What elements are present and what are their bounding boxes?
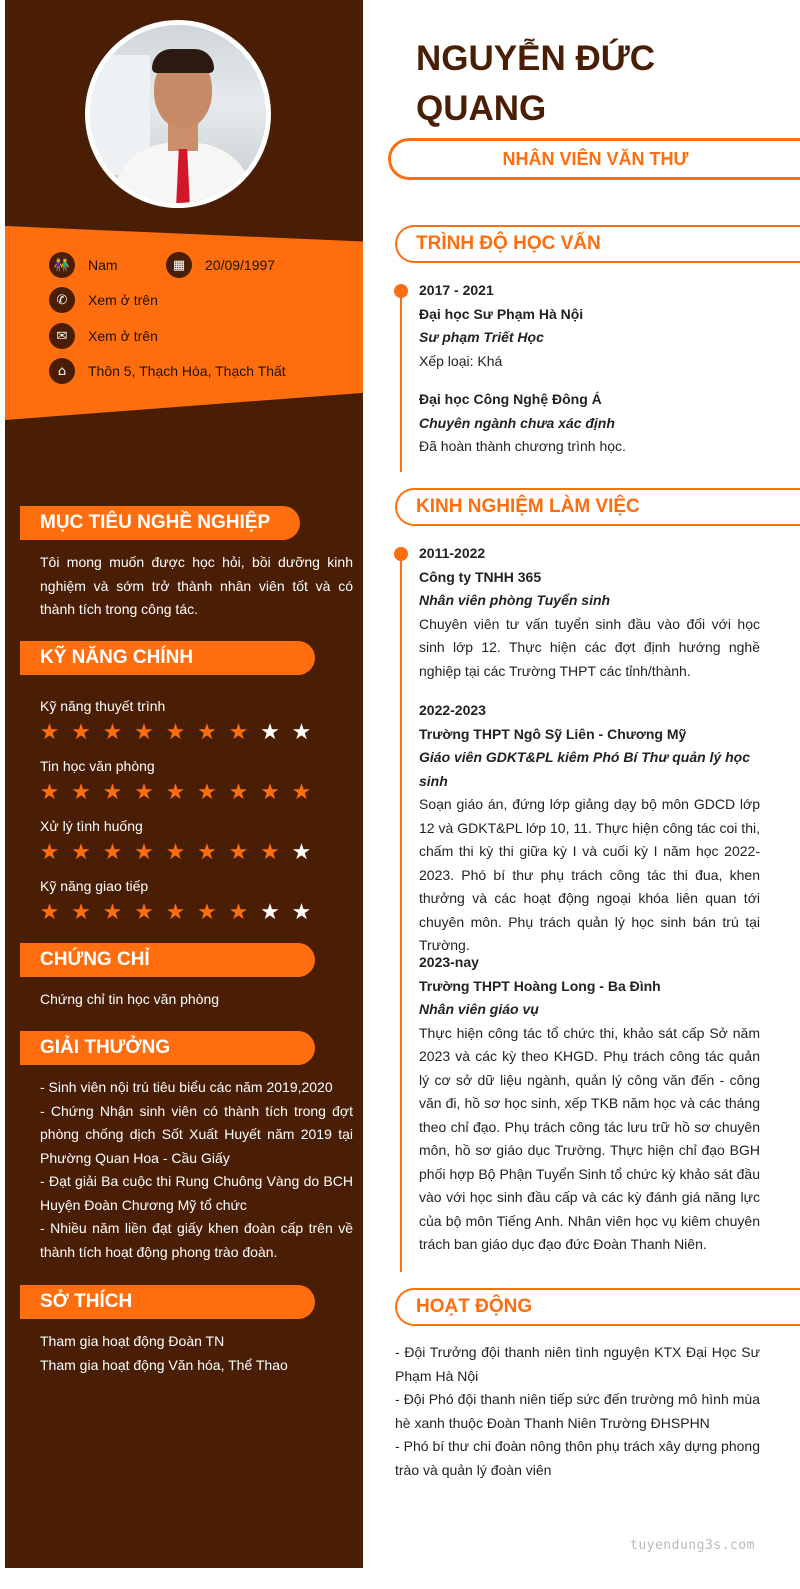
email-text: Xem ở trên bbox=[88, 328, 158, 344]
experience-entry bbox=[419, 699, 760, 958]
watermark: tuyendung3s.com bbox=[630, 1538, 755, 1553]
award-item: - Nhiều năm liền đạt giấy khen đoàn cấp trên về thành tích hoạt động phong trào đoàn. bbox=[40, 1220, 353, 1260]
awards-title: GIẢI THƯỞNG bbox=[20, 1031, 315, 1065]
objective-title: MỤC TIÊU NGHỀ NGHIỆP bbox=[20, 506, 300, 540]
star-icon: ★ bbox=[165, 720, 186, 745]
star-icon: ★ bbox=[102, 780, 123, 805]
star-icon: ★ bbox=[291, 780, 312, 805]
star-icon: ★ bbox=[134, 780, 154, 805]
star-icon: ★ bbox=[197, 900, 217, 925]
education-entry bbox=[419, 279, 760, 373]
star-icon: ★ bbox=[39, 900, 60, 925]
experience-period: 2011-2022 bbox=[419, 545, 486, 561]
star-icon: ★ bbox=[71, 900, 91, 925]
star-icon: ★ bbox=[260, 840, 280, 865]
star-icon: ★ bbox=[197, 780, 217, 805]
skill-label: Kỹ năng thuyết trình bbox=[40, 698, 166, 714]
calendar-icon: ▦ bbox=[166, 252, 192, 278]
star-icon: ★ bbox=[71, 840, 91, 865]
experience-company: Trường THPT Ngô Sỹ Liên - Chương Mỹ bbox=[419, 725, 687, 742]
star-icon: ★ bbox=[39, 780, 60, 805]
hobby-item: Tham gia hoạt động Văn hóa, Thể Thao bbox=[40, 1356, 288, 1373]
skill-rating bbox=[38, 722, 313, 744]
education-timeline bbox=[400, 290, 402, 472]
star-icon: ★ bbox=[260, 780, 280, 805]
skill-label: Xử lý tình huống bbox=[40, 818, 143, 834]
activity-item: - Đội Trưởng đội thanh niên tình nguyện KTX Đại Học Sư Phạm Hà Nội bbox=[395, 1344, 760, 1384]
experience-title: KINH NGHIỆM LÀM VIỆC bbox=[395, 488, 800, 526]
education-title: TRÌNH ĐỘ HỌC VẤN bbox=[395, 225, 800, 263]
education-entry bbox=[419, 388, 760, 459]
star-icon: ★ bbox=[197, 720, 217, 745]
experience-entry bbox=[419, 542, 760, 683]
award-item: - Chứng Nhận sinh viên có thành tích trong đợt phòng chống dịch Sốt Xuất Huyết năm 2019 tại Phường Quan Hoa - Cầu Giấy bbox=[40, 1102, 353, 1166]
contact-gender bbox=[49, 251, 118, 279]
experience-description: Thực hiện công tác tổ chức thi, khảo sát cấp Sở năm 2023 và các kỳ theo KHGD. Phụ trách công tác quản lý cơ sở dữ liệu ngành, quản lý công văn đến - công văn đi, hồ sơ học sinh, xếp TKB năm học và các tháng theo chỉ đạo. Phụ trách công tác lưu trữ hồ sơ chuyên môn, hồ sơ giáo dục Trường. Thực hiện chỉ đạo BGH phối hợp Bộ Phận Tuyển Sinh tổ chức kỳ khảo sát đầu vào với học sinh đầu cấp và các kỳ đánh giá năng lực của bộ môn Tiếng Anh. Nhân viên học vụ kiêm chuyên trách ban giáo dục đạo đức Đoàn Thanh Niên. bbox=[419, 1024, 760, 1252]
star-icon: ★ bbox=[134, 900, 154, 925]
awards-list bbox=[40, 1076, 353, 1264]
activity-item: - Phó bí thư chi đoàn nông thôn phụ trách xây dựng phong trào và quản lý đoàn viên bbox=[395, 1438, 760, 1478]
certificates-title: CHỨNG CHỈ bbox=[20, 943, 315, 977]
star-icon: ★ bbox=[134, 840, 154, 865]
experience-role: Giáo viên GDKT&PL kiêm Phó Bí Thư quản lý học sinh bbox=[419, 749, 751, 789]
star-icon: ★ bbox=[39, 720, 60, 745]
education-period: 2017 - 2021 bbox=[419, 282, 494, 298]
star-icon: ★ bbox=[228, 720, 249, 745]
education-major: Sư phạm Triết Học bbox=[419, 329, 544, 345]
education-note: Xếp loại: Khá bbox=[419, 352, 503, 369]
experience-role: Nhân viên giáo vụ bbox=[419, 1001, 539, 1017]
star-icon: ★ bbox=[71, 720, 91, 745]
award-item: - Sinh viên nội trú tiêu biểu các năm 2019,2020 bbox=[40, 1079, 333, 1095]
experience-company: Công ty TNHH 365 bbox=[419, 568, 542, 585]
hobbies-title: SỞ THÍCH bbox=[20, 1285, 315, 1319]
candidate-name: NGUYỄN ĐỨC QUANG bbox=[416, 39, 656, 128]
birthday-text: 20/09/1997 bbox=[205, 257, 276, 273]
star-icon: ★ bbox=[39, 840, 60, 865]
experience-period: 2023-nay bbox=[419, 954, 479, 970]
experience-period: 2022-2023 bbox=[419, 702, 486, 718]
contact-phone bbox=[49, 286, 158, 314]
education-note: Đã hoàn thành chương trình học. bbox=[419, 438, 626, 454]
star-icon: ★ bbox=[71, 780, 91, 805]
education-school: Đại học Công Nghệ Đông Á bbox=[419, 391, 602, 407]
skill-rating bbox=[38, 842, 313, 864]
contact-address bbox=[49, 357, 286, 385]
gender-icon: 👫 bbox=[49, 252, 75, 278]
sidebar bbox=[5, 0, 363, 1568]
star-icon: ★ bbox=[291, 720, 312, 745]
gender-text: Nam bbox=[88, 257, 118, 273]
certificate-text: Chứng chỉ tin học văn phòng bbox=[40, 991, 220, 1007]
job-title: NHÂN VIÊN VĂN THƯ bbox=[388, 138, 800, 180]
star-icon: ★ bbox=[228, 780, 249, 805]
star-icon: ★ bbox=[165, 780, 186, 805]
experience-company: Trường THPT Hoàng Long - Ba Đình bbox=[419, 977, 661, 994]
activity-item: - Đội Phó đội thanh niên tiếp sức đến trường mô hình mùa hè xanh thuộc Đoàn Thanh Niên Trường ĐHSPHN bbox=[395, 1391, 760, 1431]
star-icon: ★ bbox=[134, 720, 154, 745]
star-icon: ★ bbox=[260, 900, 280, 925]
experience-description: Soạn giáo án, đứng lớp giảng dạy bộ môn GDCD lớp 12 và GDKT&PL lớp 10, 11. Thực hiện công tác coi thi, chấm thi kỳ thi giữa kỳ I và cuối kỳ I năm học 2022-2023. Phó bí thư phụ trách công tác thi đua, khen thưởng và các hoạt động ngoại khóa liên quan tới chuyên môn. Phụ trách quản lý học sinh bán trú tại Trường. bbox=[419, 796, 760, 953]
phone-text: Xem ở trên bbox=[88, 292, 158, 308]
skills-title: KỸ NĂNG CHÍNH bbox=[20, 641, 315, 675]
skill-label: Tin học văn phòng bbox=[40, 758, 155, 774]
hobby-item: Tham gia hoạt động Đoàn TN bbox=[40, 1333, 225, 1349]
phone-icon: ✆ bbox=[49, 287, 75, 313]
contact-birthday bbox=[166, 251, 275, 279]
star-icon: ★ bbox=[102, 720, 123, 745]
objective-text: Tôi mong muốn được học hỏi, bồi dưỡng kinh nghiệm và sớm trở thành nhân viên tốt và có thành tích trong công tác. bbox=[40, 554, 353, 617]
star-icon: ★ bbox=[228, 900, 249, 925]
star-icon: ★ bbox=[102, 900, 123, 925]
avatar bbox=[85, 20, 271, 208]
education-school: Đại học Sư Phạm Hà Nội bbox=[419, 305, 584, 322]
experience-description: Chuyên viên tư vấn tuyển sinh đầu vào đối với học sinh lớp 12. Thực hiện các đợt định hướng nghề nghiệp tại các Trường THPT các tỉnh/thành. bbox=[419, 615, 760, 679]
address-text: Thôn 5, Thạch Hòa, Thạch Thất bbox=[88, 363, 286, 379]
star-icon: ★ bbox=[228, 840, 249, 865]
skill-rating bbox=[38, 902, 313, 924]
star-icon: ★ bbox=[197, 840, 217, 865]
star-icon: ★ bbox=[165, 900, 186, 925]
timeline-dot bbox=[394, 547, 408, 561]
activities-list bbox=[395, 1341, 760, 1482]
timeline-dot bbox=[394, 284, 408, 298]
hobbies-list bbox=[40, 1330, 353, 1377]
skill-label: Kỹ năng giao tiếp bbox=[40, 878, 149, 894]
home-icon: ⌂ bbox=[49, 358, 75, 384]
experience-timeline bbox=[400, 553, 402, 1272]
education-major: Chuyên ngành chưa xác định bbox=[419, 414, 615, 431]
email-icon: ✉ bbox=[49, 323, 75, 349]
star-icon: ★ bbox=[102, 840, 123, 865]
award-item: - Đạt giải Ba cuộc thi Rung Chuông Vàng do BCH Huyện Đoàn Chương Mỹ tổ chức bbox=[40, 1173, 353, 1213]
activities-title: HOẠT ĐỘNG bbox=[395, 1288, 800, 1326]
star-icon: ★ bbox=[165, 840, 186, 865]
contact-email bbox=[49, 322, 158, 350]
experience-role: Nhân viên phòng Tuyển sinh bbox=[419, 592, 611, 608]
star-icon: ★ bbox=[260, 720, 280, 745]
star-icon: ★ bbox=[291, 900, 312, 925]
star-icon: ★ bbox=[291, 840, 312, 865]
experience-entry bbox=[419, 951, 760, 1257]
skill-rating bbox=[38, 782, 313, 804]
